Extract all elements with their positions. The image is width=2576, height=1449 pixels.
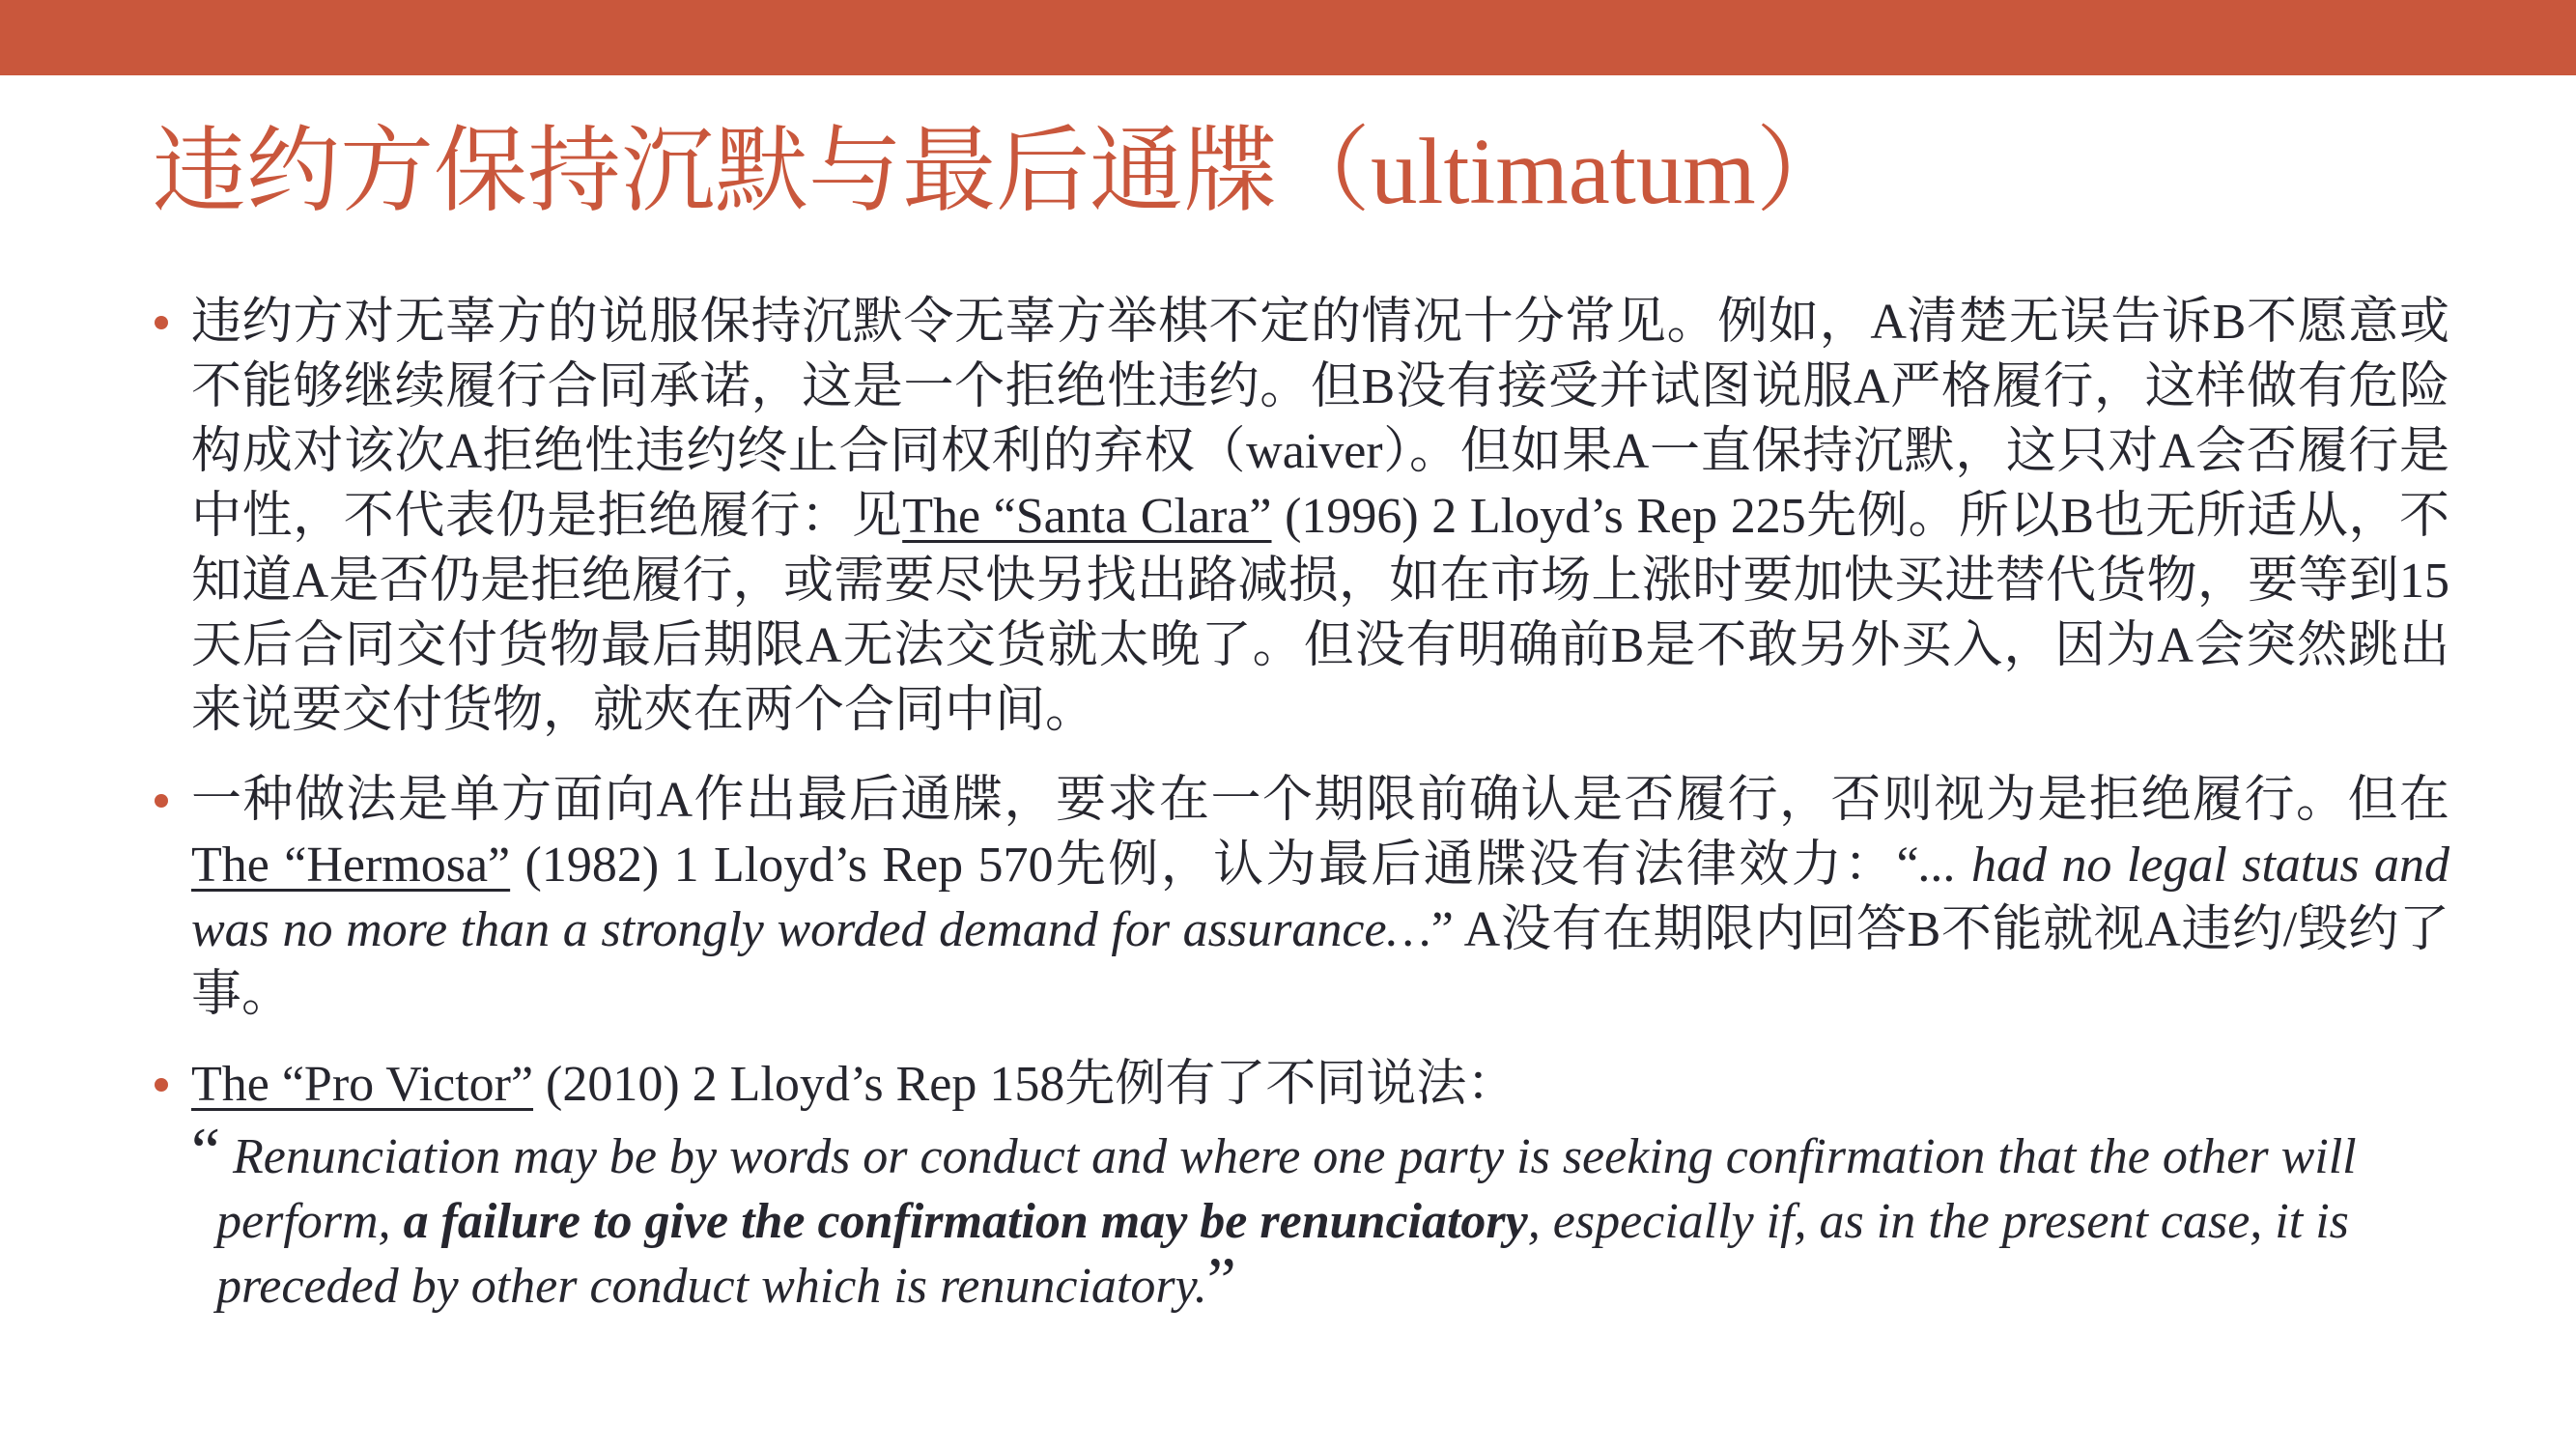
text-segment: ... had no legal status and was no more than a strongly worded demand for assurance…: [191, 838, 2463, 957]
text-segment: The “Santa Clara”: [902, 489, 1272, 544]
bullet-icon: [155, 794, 168, 808]
text-segment: Renunciation may be by words or conduct and where one party is seeking confirmation that the other will perform,: [216, 1129, 2369, 1249]
text-segment: (1996) 2 Lloyd’s Rep 225先例。所以B也无所适从，不知道A是否仍是拒绝履行，或需要尽快另找出路减损，如在市场上涨时要加快买进替代货物，要等到15天后合同交付货物最后期限A无法交货就太晚了。但没有明确前B是不敢另外买入，因为A会突然跳出来说要交付货物，就夾在两个合同中间。: [191, 489, 2449, 738]
bullet-icon: [155, 316, 168, 329]
text-segment: The “Pro Victor”: [191, 1057, 534, 1112]
bullet-item: [153, 768, 2463, 1027]
text-segment: , especially if, as in the present case, it is preceded by other conduct which is renunciatory.: [216, 1194, 2362, 1314]
text-segment: 违约方对无辜方的说服保持沉默令无辜方举棋不定的情况十分常见。例如，A清楚无误告诉B不愿意或不能够继续履行合同承诺，这是一个拒绝性违约。但B没有接受并试图说服A严格履行，这样做有危险构成对该次A拒绝性违约终止合同权利的弃权（waiver）。但如果A一直保持沉默，这只对A会否履行是中性，不代表仍是拒绝履行：见: [191, 295, 2449, 544]
text-segment: a failure to give the confirmation may be renunciatory: [403, 1194, 1528, 1249]
text-segment: The “Hermosa”: [191, 838, 511, 893]
text-segment: ”: [1206, 1244, 1236, 1317]
bullet-item: [153, 290, 2449, 743]
bullet-item: [153, 1052, 2449, 1117]
text-segment: “: [191, 1115, 221, 1187]
slide-body: [153, 290, 2463, 1319]
top-accent-bar: [0, 0, 2576, 75]
text-segment: (1982) 1 Lloyd’s Rep 570先例，认为最后通牒没有法律效力：“: [510, 838, 1919, 893]
text-segment: (2010) 2 Lloyd’s Rep 158先例有了不同说法：: [533, 1057, 1517, 1112]
text-segment: ” A没有在期限内回答B不能就视A违约/毁约了事。: [191, 902, 2449, 1022]
quote-paragraph: [153, 1115, 2449, 1319]
slide-title: 违约方保持沉默与最后通牒（ultimatum）: [153, 120, 1850, 223]
bullet-icon: [155, 1078, 168, 1092]
text-segment: 一种做法是单方面向A作出最后通牒，要求在一个期限前确认是否履行，否则视为是拒绝履行。但在: [191, 773, 2449, 828]
